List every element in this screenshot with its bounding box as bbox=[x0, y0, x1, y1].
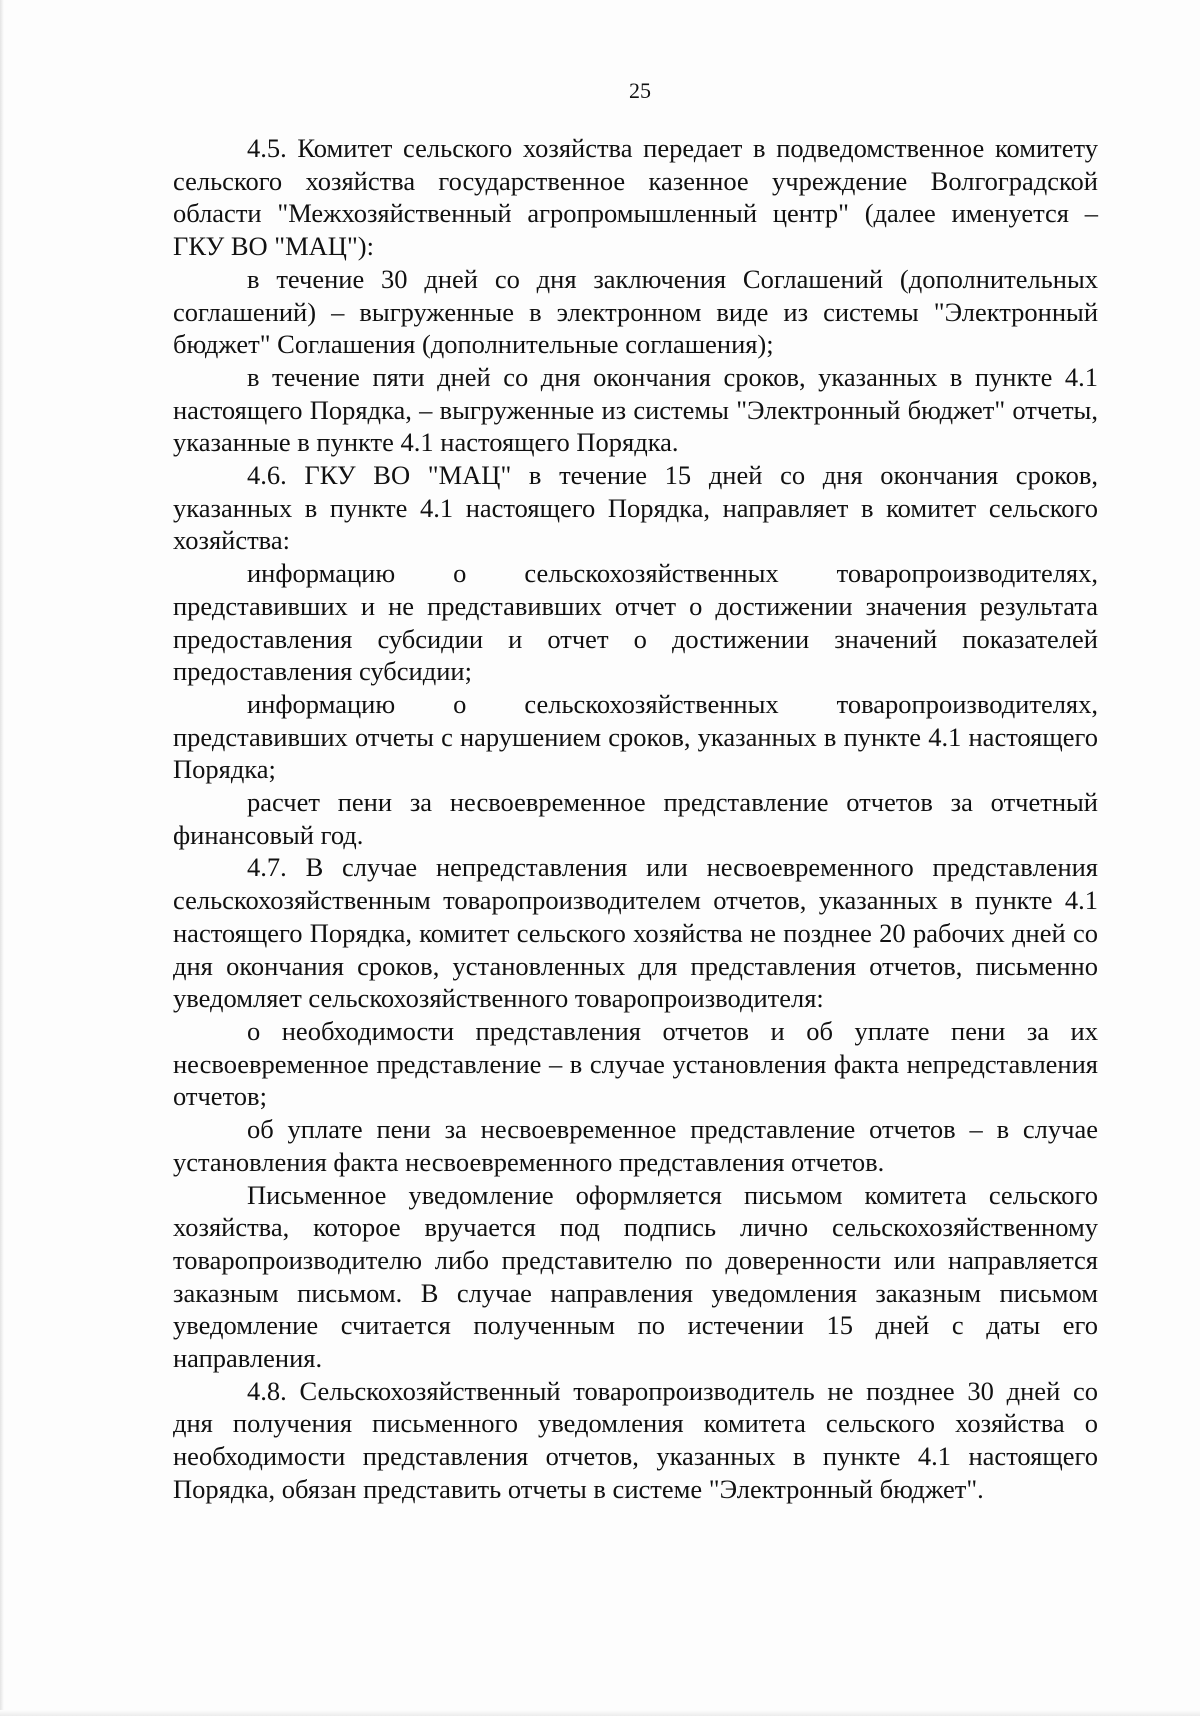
paragraph-4-7-item-2: об уплате пени за несвоевременное представление отчетов – в случае установления факта несвоевременного представления отчетов. bbox=[173, 1114, 1098, 1177]
paragraph-4-7: 4.7. В случае непредставления или несвоевременного представления сельскохозяйственным товаропроизводителем отчетов, указанных в пункте 4.1 настоящего Порядка, комитет сельского хозяйства не позднее 20 рабочих дней со дня окончания сроков, установленных для представления отчетов, письменно уведомляет сельскохозяйственного товаропроизводителя: bbox=[173, 852, 1098, 1014]
paragraph-4-6-item-3: расчет пени за несвоевременное представление отчетов за отчетный финансовый год. bbox=[173, 787, 1098, 850]
paragraph-4-6-item-1: информацию о сельскохозяйственных товаропроизводителях, представивших и не представивших отчет о достижении значения результата предоставления субсидии и отчет о достижении значений показателей предоставления субсидии; bbox=[173, 558, 1098, 687]
paragraph-4-5-item-2: в течение пяти дней со дня окончания сроков, указанных в пункте 4.1 настоящего Порядка, – выгруженные из системы "Электронный бюджет" отчеты, указанные в пункте 4.1 настоящего Порядка. bbox=[173, 361, 1098, 458]
scan-edge-left bbox=[0, 0, 4, 1716]
page-number: 25 bbox=[629, 78, 651, 103]
paragraph-4-6: 4.6. ГКУ ВО "МАЦ" в течение 15 дней со дня окончания сроков, указанных в пункте 4.1 настоящего Порядка, направляет в комитет сельского хозяйства: bbox=[173, 460, 1098, 556]
document-body bbox=[173, 132, 1098, 1506]
paragraph-4-6-item-2: информацию о сельскохозяйственных товаропроизводителях, представивших отчеты с нарушением сроков, указанных в пункте 4.1 настоящего Порядка; bbox=[173, 688, 1098, 785]
paragraph-4-8: 4.8. Сельскохозяйственный товаропроизводитель не позднее 30 дней со дня получения письменного уведомления комитета сельского хозяйства о необходимости представления отчетов, указанных в пункте 4.1 настоящего Порядка, обязан представить отчеты в системе "Электронный бюджет". bbox=[173, 1375, 1098, 1504]
paragraph-4-5-item-1: в течение 30 дней со дня заключения Соглашений (дополнительных соглашений) – выгруженные в электронном виде из системы "Электронный бюджет" Соглашения (дополнительные соглашения); bbox=[173, 263, 1098, 360]
paragraph-4-5: 4.5. Комитет сельского хозяйства передает в подведомственное комитету сельского хозяйства государственное казенное учреждение Волгоградской области "Межхозяйственный агропромышленный центр" (далее именуется – ГКУ ВО "МАЦ"): bbox=[173, 133, 1098, 262]
paragraph-4-7-item-1: о необходимости представления отчетов и об уплате пени за их несвоевременное представление – в случае установления факта непредставления отчетов; bbox=[173, 1015, 1098, 1112]
scan-edge-bottom bbox=[0, 1710, 1200, 1716]
paragraph-4-7-notice: Письменное уведомление оформляется письмом комитета сельского хозяйства, которое вручается под подпись лично сельскохозяйственному товаропроизводителю либо представителю по доверенности или направляется заказным письмом. В случае направления уведомления заказным письмом уведомление считается полученным по истечении 15 дней с даты его направления. bbox=[173, 1179, 1098, 1374]
